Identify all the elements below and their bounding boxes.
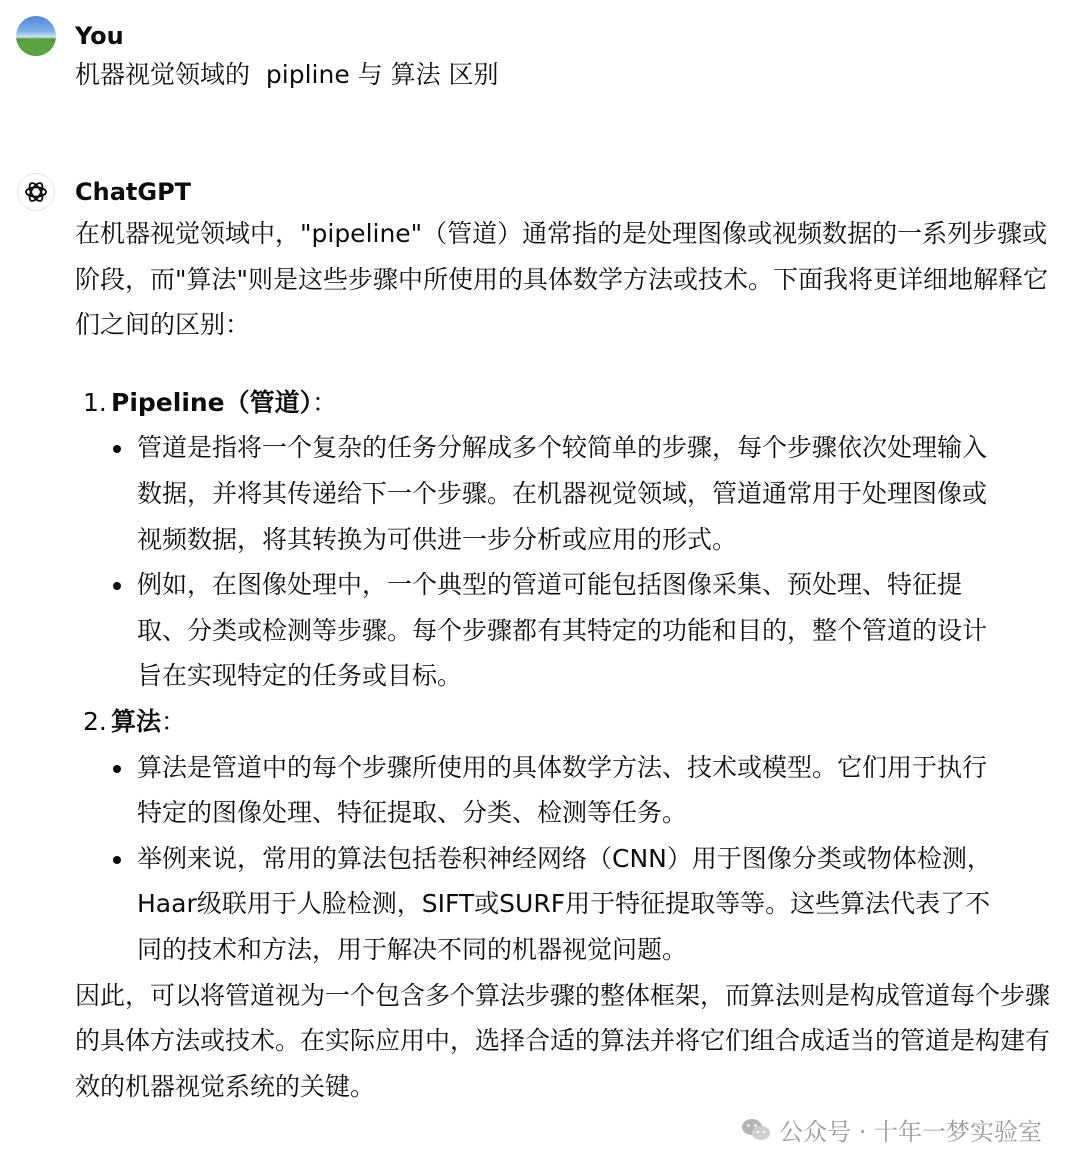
user-avatar — [16, 16, 56, 56]
user-author-name: You — [75, 22, 124, 50]
section-number: 1. — [83, 387, 107, 417]
bullet-list — [111, 745, 1011, 973]
section-number: 2. — [83, 706, 107, 736]
wechat-icon — [741, 1117, 771, 1143]
watermark — [741, 1112, 1042, 1147]
assistant-author-name: ChatGPT — [75, 178, 192, 206]
bullet-item: 算法是管道中的每个步骤所使用的具体数学方法、技术或模型。它们用于执行特定的图像处理、特征提取、分类、检测等任务。 — [111, 745, 1011, 836]
bullet-list — [111, 425, 1011, 699]
section-title-suffix: ： — [312, 387, 338, 417]
answer-intro: 在机器视觉领域中，"pipeline"（管道）通常指的是处理图像或视频数据的一系列步骤或阶段，而"算法"则是这些步骤中所使用的具体数学方法或技术。下面我将更详细地解释它们之间的区别： — [75, 219, 1049, 340]
section-title: 算法 — [111, 706, 162, 736]
section-title: Pipeline（管道） — [111, 387, 313, 417]
section-title-suffix: ： — [161, 706, 187, 736]
answer-summary: 因此，可以将管道视为一个包含多个算法步骤的整体框架，而算法则是构成管道每个步骤的具体方法或技术。在实际应用中，选择合适的算法并将它们组合成适当的管道是构建有效的机器视觉系统的关键。 — [75, 980, 1051, 1101]
assistant-message-body — [75, 211, 1055, 1109]
section-pipeline — [75, 380, 1055, 699]
section-list — [75, 380, 1055, 973]
bullet-item: 例如，在图像处理中，一个典型的管道可能包括图像采集、预处理、特征提取、分类或检测等步骤。每个步骤都有其特定的功能和目的，整个管道的设计旨在实现特定的任务或目标。 — [111, 562, 1011, 699]
chatgpt-avatar — [17, 173, 55, 211]
openai-logo-icon — [23, 179, 49, 205]
bullet-item: 管道是指将一个复杂的任务分解成多个较简单的步骤，每个步骤依次处理输入数据，并将其传递给下一个步骤。在机器视觉领域，管道通常用于处理图像或视频数据，将其转换为可供进一步分析或应用的形式。 — [111, 425, 1011, 562]
bullet-item: 举例来说，常用的算法包括卷积神经网络（CNN）用于图像分类或物体检测，Haar级联用于人脸检测，SIFT或SURF用于特征提取等等。这些算法代表了不同的技术和方法，用于解决不同的机器视觉问题。 — [111, 836, 1011, 973]
section-algorithm — [75, 699, 1055, 973]
watermark-text: 公众号 · 十年一梦实验室 — [779, 1118, 1042, 1146]
user-message-text: 机器视觉领域的 pipline 与 算法 区别 — [75, 60, 499, 89]
